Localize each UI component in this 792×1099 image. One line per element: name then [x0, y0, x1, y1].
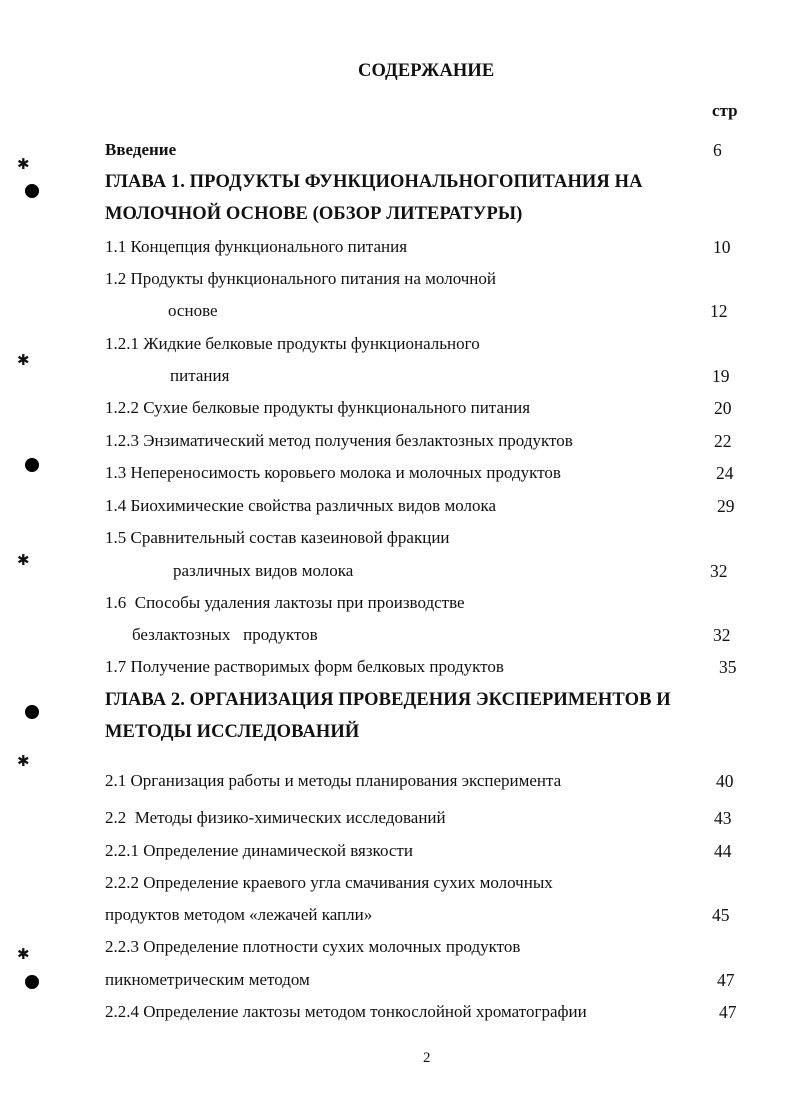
punch-hole-mark-1: ✱ [17, 155, 30, 173]
toc-entry-text: 1.2.2 Сухие белковые продукты функционального питания [105, 398, 531, 417]
toc-entry-page: 24 [716, 463, 734, 483]
toc-entry-text: продуктов методом «лежачей капли» [105, 905, 373, 924]
toc-entry-text: 1.7 Получение растворимых форм белковых продуктов [105, 657, 504, 676]
punch-hole-mark-2: ✱ [17, 351, 30, 369]
toc-entry-page: 35 [719, 657, 737, 677]
toc-entry-page: 45 [712, 905, 730, 925]
toc-entry-page: 32 [710, 561, 728, 581]
toc-entry-page: 19 [712, 366, 730, 386]
punch-hole-3 [25, 705, 39, 719]
toc-entry-text: 2.2.2 Определение краевого угла смачивания сухих молочных [105, 873, 553, 892]
punch-hole-2 [25, 458, 39, 472]
toc-entry-text: 1.2.1 Жидкие белковые продукты функционального [105, 334, 480, 353]
toc-entry-page: 22 [714, 431, 732, 451]
punch-hole-mark-4: ✱ [17, 752, 30, 770]
toc-entry-page: 12 [710, 301, 728, 321]
toc-entry-page: 47 [719, 1002, 737, 1022]
page-column-label: стр [712, 101, 738, 120]
toc-entry-text: 1.2 Продукты функционального питания на молочной [105, 269, 496, 288]
punch-hole-4 [25, 975, 39, 989]
toc-entry-text: 1.3 Непереносимость коровьего молока и молочных продуктов [105, 463, 561, 482]
punch-hole-mark-5: ✱ [17, 945, 30, 963]
toc-entry-text: безлактозных продуктов [132, 625, 318, 644]
toc-entry-text: 2.2 Методы физико-химических исследований [105, 808, 446, 827]
toc-entry-text: 1.2.3 Энзиматический метод получения безлактозных продуктов [105, 431, 573, 450]
page-number: 2 [423, 1050, 431, 1066]
toc-entry-text: 1.1 Концепция функционального питания [105, 237, 408, 256]
toc-entry-text: 1.6 Способы удаления лактозы при производстве [105, 593, 465, 612]
chapter-heading: ГЛАВА 1. ПРОДУКТЫ ФУНКЦИОНАЛЬНОГОПИТАНИЯ НА [105, 172, 643, 192]
toc-entry-text: пикнометрическим методом [105, 970, 310, 989]
toc-entry-text: различных видов молока [173, 561, 354, 580]
toc-entry-page: 47 [717, 970, 735, 990]
punch-hole-mark-3: ✱ [17, 551, 30, 569]
toc-entry-page: 6 [713, 140, 722, 160]
chapter-heading: ГЛАВА 2. ОРГАНИЗАЦИЯ ПРОВЕДЕНИЯ ЭКСПЕРИМЕНТОВ И [105, 690, 671, 710]
chapter-heading: МЕТОДЫ ИССЛЕДОВАНИЙ [105, 722, 360, 742]
toc-entry-page: 10 [713, 237, 731, 257]
toc-entry-text: 1.4 Биохимические свойства различных видов молока [105, 496, 497, 515]
toc-entry-text: 2.2.1 Определение динамической вязкости [105, 841, 413, 860]
toc-entry-text: 2.2.4 Определение лактозы методом тонкослойной хроматографии [105, 1002, 587, 1021]
toc-entry-page: 40 [716, 771, 734, 791]
toc-entry-page: 20 [714, 398, 732, 418]
toc-entry-page: 29 [717, 496, 735, 516]
toc-entry-page: 32 [713, 625, 731, 645]
toc-entry-text: 2.1 Организация работы и методы планирования эксперимента [105, 771, 562, 790]
toc-entry-page: 43 [714, 808, 732, 828]
toc-entry-text: 1.5 Сравнительный состав казеиновой фракции [105, 528, 450, 547]
toc-entry-text: 2.2.3 Определение плотности сухих молочных продуктов [105, 937, 521, 956]
page-title: СОДЕРЖАНИЕ [358, 61, 495, 81]
punch-hole-1 [25, 184, 39, 198]
toc-entry-text: основе [168, 301, 218, 320]
toc-entry-text: Введение [105, 140, 177, 159]
chapter-heading: МОЛОЧНОЙ ОСНОВЕ (ОБЗОР ЛИТЕРАТУРЫ) [105, 204, 523, 224]
toc-entry-page: 44 [714, 841, 732, 861]
toc-entry-text: питания [170, 366, 230, 385]
